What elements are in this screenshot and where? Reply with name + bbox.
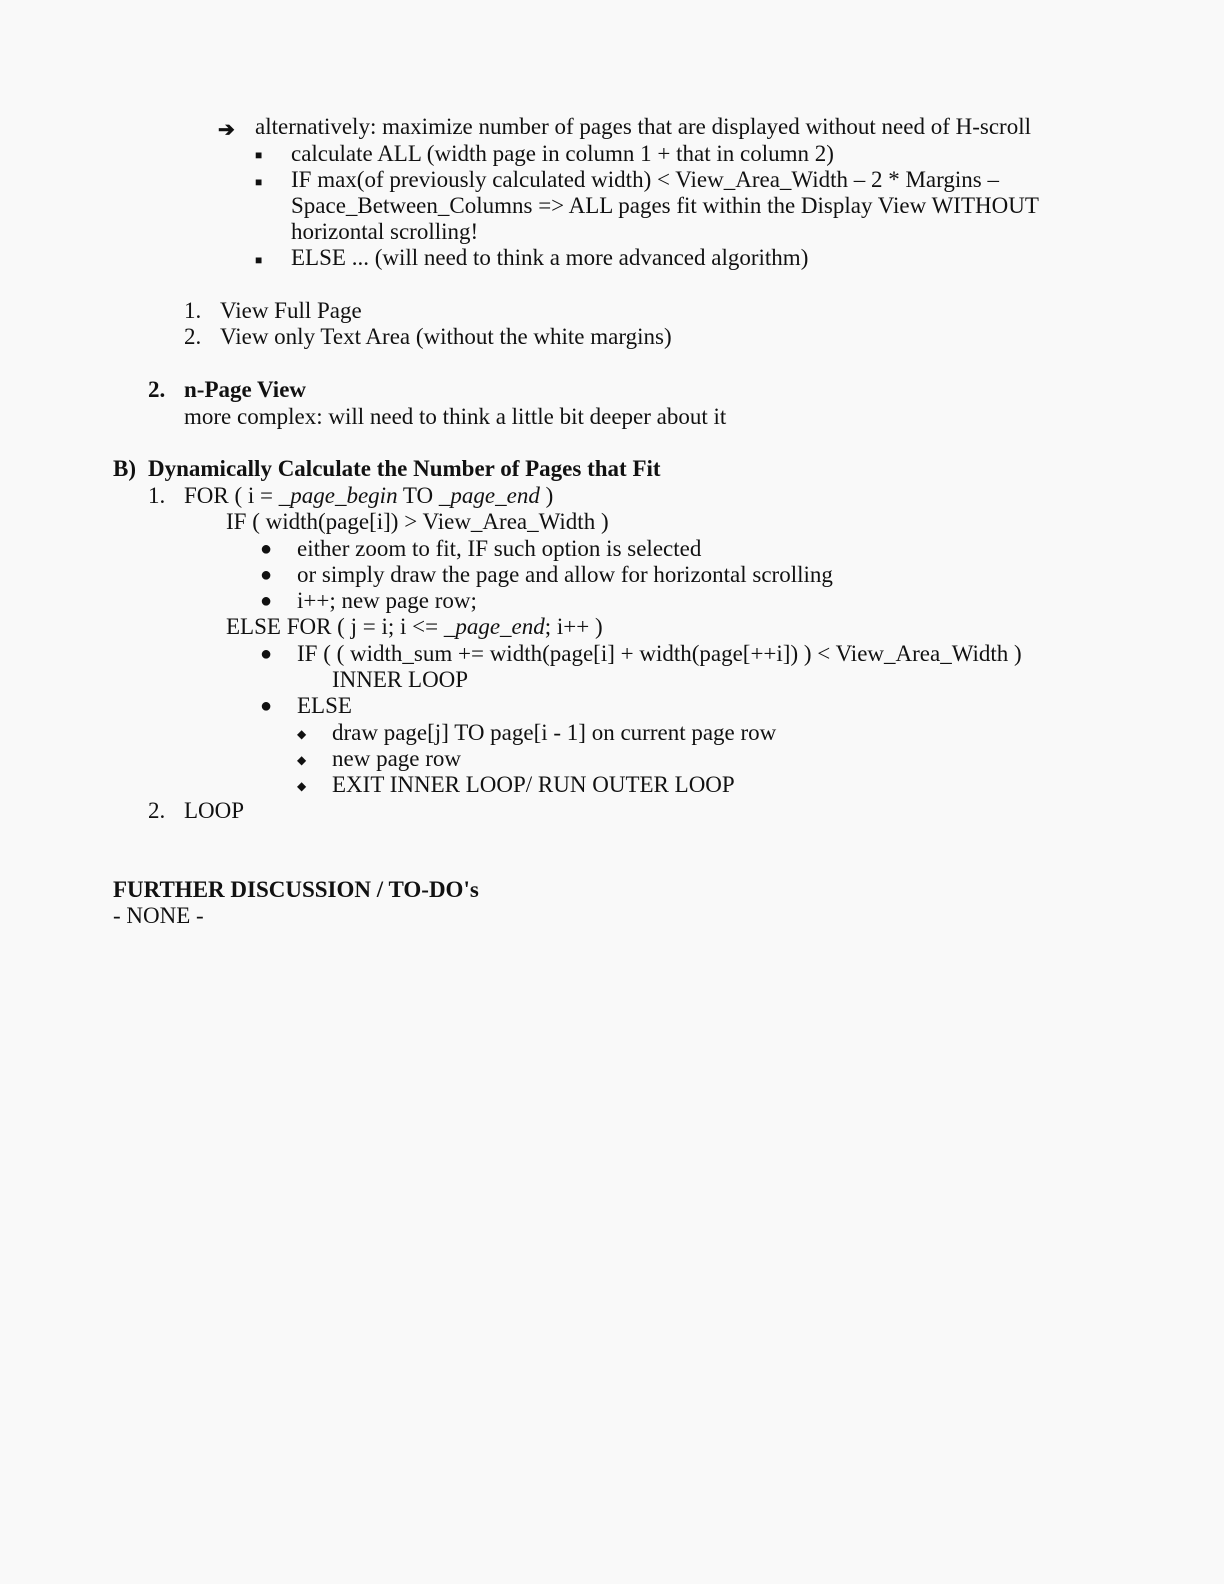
list-number: 1. — [148, 483, 166, 508]
list-number: 2. — [148, 377, 166, 402]
section-label: B) — [113, 456, 136, 481]
if-bullet-text: i++; new page row; — [297, 588, 477, 613]
square-bullet-icon: ■ — [255, 148, 263, 162]
for-mid: TO — [397, 483, 439, 508]
diamond-bullet-icon: ◆ — [297, 779, 307, 793]
inner-if-text: IF ( ( width_sum += width(page[i] + width(page[++i]) ) < View_Area_Width ) — [297, 641, 1022, 666]
dot-bullet-icon: ● — [260, 643, 273, 665]
list-number: 2. — [184, 324, 202, 349]
dot-bullet-icon: ● — [260, 695, 273, 717]
else-item-text: new page row — [332, 746, 462, 771]
view-option-text: View only Text Area (without the white margins) — [220, 324, 672, 349]
section-title: Dynamically Calculate the Number of Pages that Fit — [148, 456, 661, 481]
page-end-var: _page_end — [443, 614, 545, 639]
if-bullet-text: or simply draw the page and allow for horizontal scrolling — [297, 562, 833, 587]
sub-item-text: horizontal scrolling! — [291, 219, 479, 244]
dot-bullet-icon: ● — [260, 564, 273, 586]
else-label: ELSE — [297, 693, 352, 718]
list-number: 1. — [184, 298, 202, 323]
square-bullet-icon: ■ — [255, 175, 263, 189]
else-for-post: ; i++ ) — [544, 614, 603, 639]
view-option-text: View Full Page — [220, 298, 362, 323]
list-number: 2. — [148, 798, 166, 823]
if-bullet-text: either zoom to fit, IF such option is selected — [297, 536, 702, 561]
npage-title: n-Page View — [184, 377, 307, 402]
npage-description: more complex: will need to think a little bit deeper about it — [184, 404, 727, 429]
arrow-bullet-icon: ➔ — [218, 119, 235, 141]
for-line — [184, 483, 553, 509]
diamond-bullet-icon: ◆ — [297, 753, 307, 767]
else-item-text: EXIT INNER LOOP/ RUN OUTER LOOP — [332, 772, 735, 797]
else-for-pre: ELSE FOR ( j = i; i <= — [226, 614, 444, 639]
if-line: IF ( width(page[i]) > View_Area_Width ) — [226, 509, 609, 534]
sub-item-text: calculate ALL (width page in column 1 + that in column 2) — [291, 141, 834, 166]
for-post: ) — [539, 483, 554, 508]
else-item-text: draw page[j] TO page[i - 1] on current page row — [332, 720, 777, 745]
page-begin-var: _page_begin — [278, 483, 398, 508]
further-discussion-value: - NONE - — [113, 903, 204, 928]
diamond-bullet-icon: ◆ — [297, 727, 307, 741]
inner-loop-text: INNER LOOP — [332, 667, 469, 692]
further-discussion-title: FURTHER DISCUSSION / TO-DO's — [113, 877, 479, 902]
dot-bullet-icon: ● — [260, 538, 273, 560]
sub-item-text: ELSE ... (will need to think a more advanced algorithm) — [291, 245, 809, 270]
arrow-item-text: alternatively: maximize number of pages that are displayed without need of H-scroll — [255, 114, 1031, 139]
dot-bullet-icon: ● — [260, 590, 273, 612]
loop-text: LOOP — [184, 798, 245, 823]
sub-item-text: Space_Between_Columns => ALL pages fit within the Display View WITHOUT — [291, 193, 1039, 218]
sub-item-text: IF max(of previously calculated width) < View_Area_Width – 2 * Margins – — [291, 167, 999, 192]
square-bullet-icon: ■ — [255, 253, 263, 267]
else-for-line — [226, 614, 603, 640]
for-pre: FOR ( i = — [184, 483, 279, 508]
page-end-var: _page_end — [438, 483, 540, 508]
